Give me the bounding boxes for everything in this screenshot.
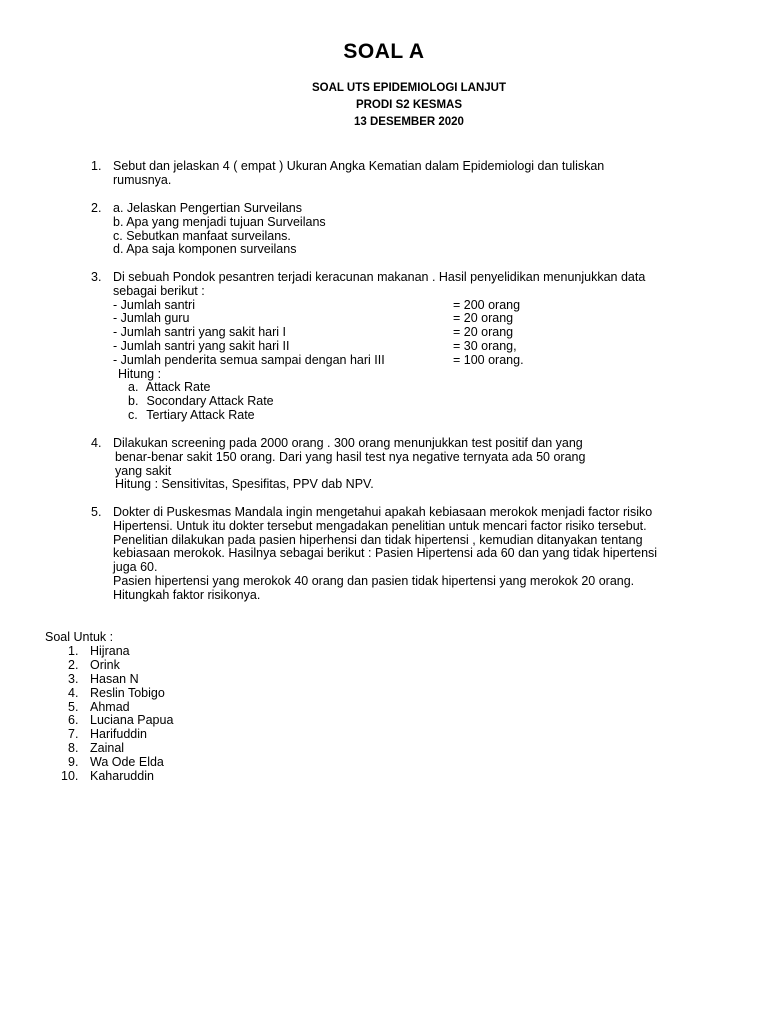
assignee-name: Hasan N xyxy=(90,671,139,686)
exam-title: SOAL UTS EPIDEMIOLOGI LANJUT xyxy=(311,82,507,94)
sub-item xyxy=(113,409,741,423)
sub-item-text: Attack Rate xyxy=(145,380,211,395)
question-text-line: Sebut dan jelaskan 4 ( empat ) Ukuran Angka Kematian dalam Epidemiologi dan tuliskan xyxy=(113,159,605,173)
list-number: 10. xyxy=(61,769,79,784)
assignees-label: Soal Untuk : xyxy=(45,630,114,644)
question-number: 1. xyxy=(91,159,102,173)
question-1 xyxy=(91,160,741,188)
question-text-line: sebagai berikut : xyxy=(113,283,205,298)
data-value: = 100 orang. xyxy=(453,352,524,367)
data-row xyxy=(113,326,741,340)
list-number: 9. xyxy=(68,755,79,770)
list-number: 6. xyxy=(68,713,79,728)
list-number: 8. xyxy=(68,741,79,756)
question-text-line: benar-benar sakit 150 orang. Dari yang hasil test nya negative ternyata ada 50 orang xyxy=(115,449,586,464)
question-2 xyxy=(91,202,741,257)
exam-date: 13 DESEMBER 2020 xyxy=(354,116,464,128)
data-value: = 20 orang xyxy=(453,325,514,340)
question-text-line: rumusnya. xyxy=(113,172,172,187)
hitung-label: Hitung : xyxy=(118,366,162,381)
list-number: 4. xyxy=(68,685,79,700)
sub-item-letter: b. xyxy=(128,394,139,409)
question-text-line: d. Apa saja komponen surveilans xyxy=(113,242,297,257)
question-text-line: Hipertensi. Untuk itu dokter tersebut mengadakan penelitian untuk mencari factor risiko tersebut. xyxy=(113,518,647,533)
question-3 xyxy=(91,271,741,423)
list-number: 7. xyxy=(68,727,79,742)
assignee-name: Kaharuddin xyxy=(90,769,154,784)
assignee-name: Hijrana xyxy=(90,644,130,658)
question-number: 2. xyxy=(91,201,102,215)
assignee-name: Harifuddin xyxy=(90,727,147,742)
data-label: - Jumlah santri xyxy=(113,297,195,312)
question-number: 3. xyxy=(91,270,102,284)
document-title: SOAL A xyxy=(343,40,425,63)
data-label: - Jumlah santri yang sakit hari I xyxy=(113,325,286,340)
data-label: - Jumlah penderita semua sampai dengan hari III xyxy=(113,352,385,367)
list-number: 3. xyxy=(68,671,79,686)
data-row xyxy=(113,299,741,313)
question-text-line: yang sakit xyxy=(115,463,172,478)
question-text-line: b. Apa yang menjadi tujuan Surveilans xyxy=(113,214,326,229)
question-text-line: juga 60. xyxy=(113,560,158,575)
sub-item-text: Socondary Attack Rate xyxy=(146,394,274,409)
question-text-line: Dokter di Puskesmas Mandala ingin mengetahui apakah kebiasaan merokok menjadi factor risiko xyxy=(113,505,653,519)
data-row xyxy=(113,354,741,368)
sub-item-letter: c. xyxy=(128,407,138,422)
question-text-line: Hitungkah faktor risikonya. xyxy=(113,587,261,602)
question-text-line: c. Sebutkan manfaat surveilans. xyxy=(113,228,291,243)
data-row xyxy=(113,340,741,354)
list-number: 1. xyxy=(68,644,79,658)
list-number: 2. xyxy=(68,657,79,672)
question-text-line: Di sebuah Pondok pesantren terjadi keracunan makanan . Hasil penyelidikan menunjukkan data xyxy=(113,270,646,284)
question-text-line: a. Jelaskan Pengertian Surveilans xyxy=(113,201,303,215)
question-number: 4. xyxy=(91,436,102,450)
data-label: - Jumlah guru xyxy=(113,311,190,326)
data-value: = 20 orang xyxy=(453,311,514,326)
assignee-name: Zainal xyxy=(90,741,125,756)
sub-item-text: Tertiary Attack Rate xyxy=(146,407,255,422)
question-5 xyxy=(91,506,751,603)
data-value: = 200 orang xyxy=(453,297,521,312)
sub-item xyxy=(113,381,741,395)
assignee-name: Wa Ode Elda xyxy=(90,755,164,770)
question-4 xyxy=(91,437,741,492)
assignee-name: Reslin Tobigo xyxy=(90,685,165,700)
program-name: PRODI S2 KESMAS xyxy=(355,99,463,111)
assignee-name: Luciana Papua xyxy=(90,713,174,728)
question-text-line: Dilakukan screening pada 2000 orang . 300 orang menunjukkan test positif dan yang xyxy=(113,436,583,450)
data-row xyxy=(113,312,741,326)
assignee-name: Orink xyxy=(90,657,120,672)
data-value: = 30 orang, xyxy=(453,338,517,353)
list-number: 5. xyxy=(68,699,79,714)
question-number: 5. xyxy=(91,505,102,519)
sub-item-letter: a. xyxy=(128,380,139,395)
data-label: - Jumlah santri yang sakit hari II xyxy=(113,338,290,353)
sub-item xyxy=(113,395,741,409)
question-text-line: Penelitian dilakukan pada pasien hiperhensi dan tidak hipertensi , kemudian ditanyakan tentang xyxy=(113,532,643,547)
question-text-line: kebiasaan merokok. Hasilnya sebagai berikut : Pasien Hipertensi ada 60 dan yang tidak hipertensi xyxy=(113,546,658,561)
assignee-name: Ahmad xyxy=(90,699,130,714)
question-text-line: Pasien hipertensi yang merokok 40 orang dan pasien tidak hipertensi yang merokok 20 orang. xyxy=(113,573,635,588)
question-text-line: Hitung : Sensitivitas, Spesifitas, PPV dab NPV. xyxy=(115,477,374,492)
